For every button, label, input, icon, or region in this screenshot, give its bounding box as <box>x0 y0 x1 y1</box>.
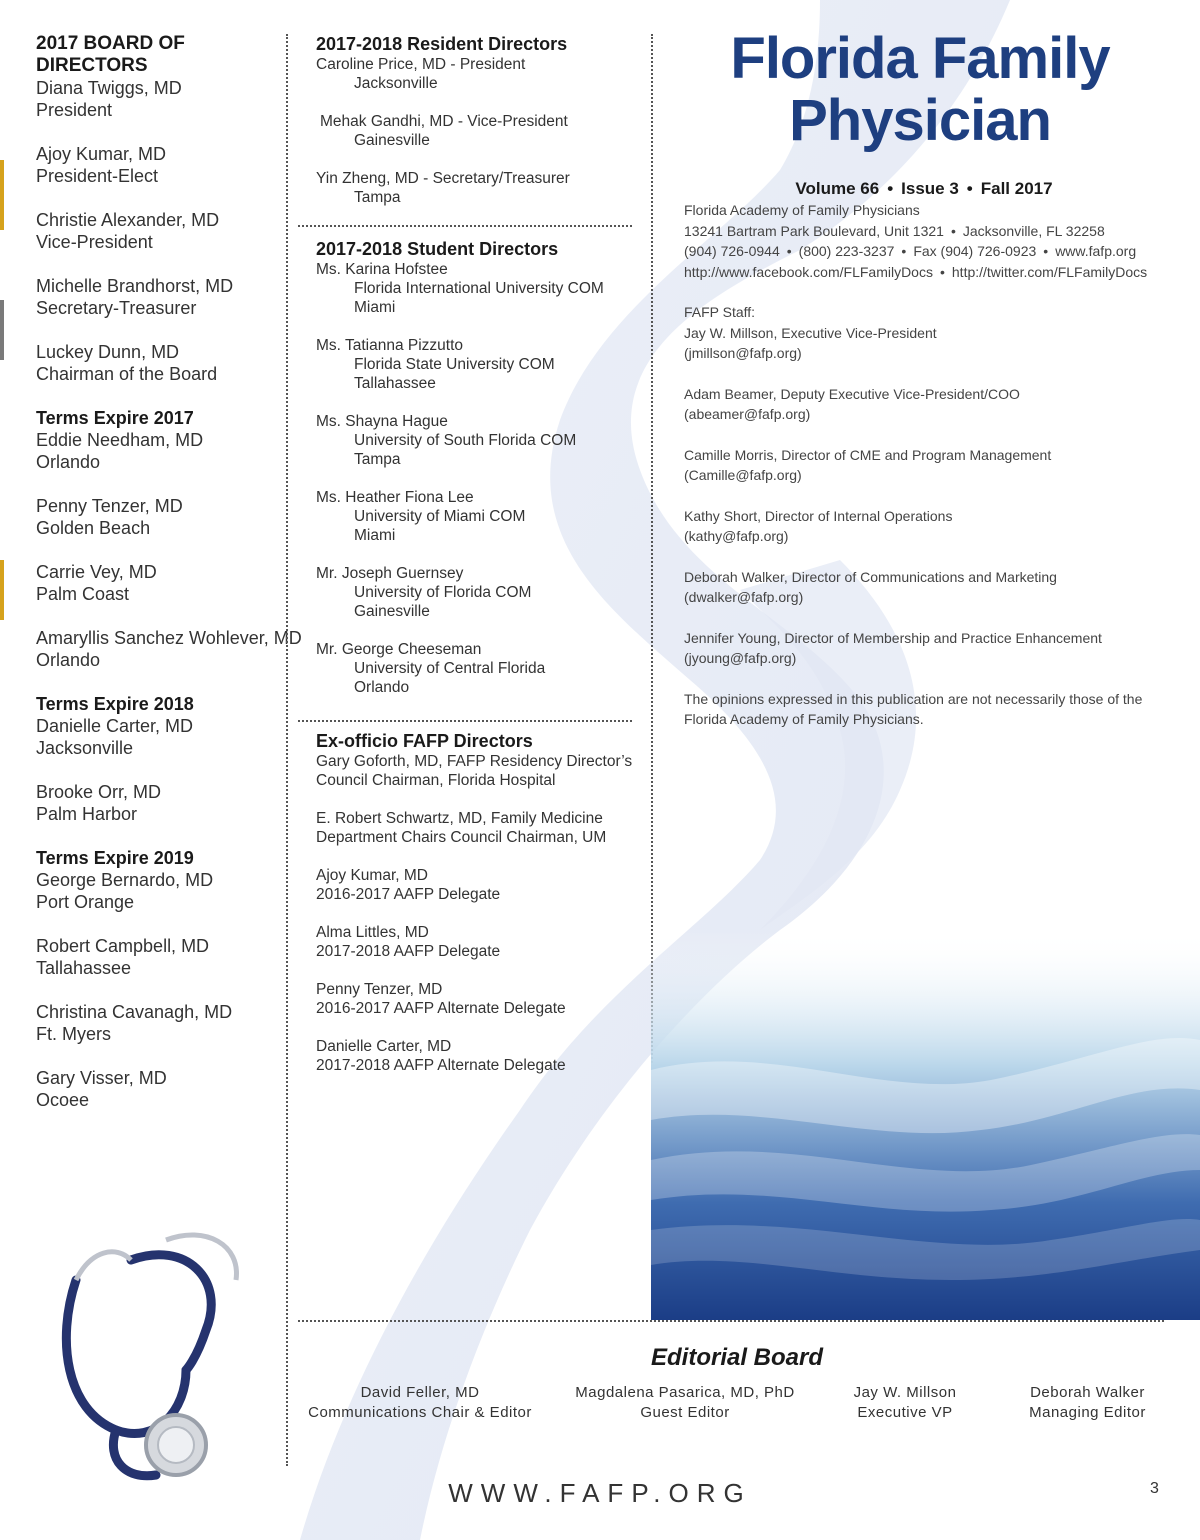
student-name: Ms. Heather Fiona Lee <box>316 489 474 506</box>
student-name: Mr. George Cheeseman <box>316 641 482 658</box>
staff-member <box>684 567 1184 608</box>
staff-email[interactable]: (Camille@fafp.org) <box>684 467 802 483</box>
member-name: Christina Cavanagh, MD <box>36 1002 233 1022</box>
resident-city: Tampa <box>354 189 401 206</box>
city-state: Jacksonville, FL 32258 <box>962 222 1105 239</box>
board-officer <box>36 143 280 187</box>
student-director <box>316 260 636 317</box>
resident-line: Mehak Gandhi, MD - Vice-President <box>320 113 568 130</box>
resident-director <box>316 112 636 150</box>
student-name: Ms. Karina Hofstee <box>316 261 448 278</box>
student-director <box>316 412 636 469</box>
editor-role: Guest Editor <box>640 1403 730 1421</box>
exofficio-director <box>316 752 636 790</box>
student-name: Ms. Shayna Hague <box>316 413 448 430</box>
bullet-separator: • <box>1043 243 1049 259</box>
phone: (800) 223-3237 <box>798 243 895 259</box>
exofficio-line: Penny Tenzer, MD <box>316 981 443 998</box>
bullet-separator: • <box>939 263 945 280</box>
staff-title: Adam Beamer, Deputy Executive Vice-President/COO <box>684 385 1020 402</box>
officer-role: Chairman of the Board <box>36 364 218 384</box>
member-name: Amaryllis Sanchez Wohlever, MD <box>36 628 302 648</box>
staff-email[interactable]: (kathy@fafp.org) <box>684 528 789 544</box>
editorial-member <box>300 1383 540 1422</box>
street-address: 13241 Bartram Park Boulevard, Unit 1321 <box>684 222 944 239</box>
editor-name: Deborah Walker <box>1030 1384 1145 1401</box>
staff-member <box>684 628 1184 669</box>
member-city: Port Orange <box>36 892 135 912</box>
resident-line: Yin Zheng, MD - Secretary/Treasurer <box>316 170 570 187</box>
edge-tab <box>0 160 4 230</box>
staff-email[interactable]: (jmillson@fafp.org) <box>684 345 802 361</box>
student-director <box>316 336 636 393</box>
exofficio-line: Department Chairs Council Chairman, UM <box>316 829 607 846</box>
terms-heading: Terms Expire 2018 <box>36 694 194 714</box>
page-number: 3 <box>1150 1480 1159 1497</box>
exofficio-line: Council Chairman, Florida Hospital <box>316 772 556 789</box>
exofficio-line: Alma Littles, MD <box>316 924 429 941</box>
disclaimer: Florida Academy of Family Physicians. <box>684 711 924 727</box>
board-member <box>36 869 280 913</box>
member-city: Palm Coast <box>36 584 130 604</box>
contact-line <box>684 241 1184 262</box>
student-school: Florida International University COM <box>354 280 604 297</box>
issue-number: Issue 3 <box>901 179 959 198</box>
social-line <box>684 262 1184 283</box>
exofficio-line: 2017-2018 AAFP Delegate <box>316 943 501 960</box>
member-city: Orlando <box>36 452 101 472</box>
board-member <box>36 627 302 671</box>
board-member <box>36 1001 280 1045</box>
member-name: George Bernardo, MD <box>36 870 214 890</box>
staff-member <box>684 384 1184 425</box>
editor-name: Magdalena Pasarica, MD, PhD <box>575 1384 795 1401</box>
editorial-member <box>1000 1383 1175 1422</box>
bullet-separator: • <box>966 179 973 198</box>
edge-tab <box>0 560 4 620</box>
member-city: Golden Beach <box>36 518 151 538</box>
board-member <box>36 935 280 979</box>
board-member <box>36 1067 280 1111</box>
disclaimer: The opinions expressed in this publication are not necessarily those of the <box>684 690 1143 707</box>
student-heading: 2017-2018 Student Directors <box>316 239 559 259</box>
editorial-board-title: Editorial Board <box>650 1344 824 1371</box>
member-name: Eddie Needham, MD <box>36 430 204 450</box>
member-city: Palm Harbor <box>36 804 138 824</box>
exofficio-director <box>316 980 636 1018</box>
magazine-title-line1: Florida Family <box>730 26 1110 91</box>
volume: Volume 66 <box>795 179 880 198</box>
column-divider <box>286 34 288 1466</box>
exofficio-line: 2017-2018 AAFP Alternate Delegate <box>316 1057 566 1074</box>
board-officer <box>36 209 280 253</box>
org-name: Florida Academy of Family Physicians <box>684 202 920 218</box>
staff-title: Kathy Short, Director of Internal Operations <box>684 507 953 524</box>
officer-role: Vice-President <box>36 232 153 252</box>
section-divider <box>298 1320 1164 1322</box>
board-member <box>36 429 280 473</box>
exofficio-line: 2016-2017 AAFP Alternate Delegate <box>316 1000 566 1017</box>
resident-line: Caroline Price, MD - President <box>316 56 526 73</box>
phone: (904) 726-0944 <box>684 243 780 259</box>
student-director <box>316 640 636 697</box>
masthead-column <box>684 178 1184 730</box>
facebook-link[interactable]: http://www.facebook.com/FLFamilyDocs <box>684 263 933 280</box>
officer-name: Luckey Dunn, MD <box>36 342 180 362</box>
staff-email[interactable]: (jyoung@fafp.org) <box>684 650 797 666</box>
board-member <box>36 781 280 825</box>
member-city: Jacksonville <box>36 738 134 758</box>
exofficio-director <box>316 866 636 904</box>
member-name: Carrie Vey, MD <box>36 562 157 582</box>
officer-role: President-Elect <box>36 166 159 186</box>
exofficio-director <box>316 1037 636 1075</box>
student-name: Ms. Tatianna Pizzutto <box>316 337 464 354</box>
board-officer <box>36 77 280 121</box>
resident-director <box>316 169 636 207</box>
exofficio-director <box>316 809 636 847</box>
staff-title: Jay W. Millson, Executive Vice-President <box>684 324 937 341</box>
issue-line <box>684 178 1164 200</box>
staff-title: Camille Morris, Director of CME and Program Management <box>684 446 1052 463</box>
student-school: Florida State University COM <box>354 356 555 373</box>
website-link[interactable]: www.fafp.org <box>1055 243 1137 259</box>
editor-role: Executive VP <box>857 1403 953 1421</box>
staff-heading: FAFP Staff: <box>684 304 756 320</box>
student-director <box>316 488 636 545</box>
board-member <box>36 561 280 605</box>
address-line <box>684 221 1184 242</box>
editorial-member <box>820 1383 990 1422</box>
exofficio-line: 2016-2017 AAFP Delegate <box>316 886 501 903</box>
student-city: Miami <box>354 299 396 316</box>
exofficio-line: Danielle Carter, MD <box>316 1038 452 1055</box>
twitter-link[interactable]: http://twitter.com/FLFamilyDocs <box>951 263 1148 280</box>
officer-name: Michelle Brandhorst, MD <box>36 276 234 296</box>
staff-email[interactable]: (dwalker@fafp.org) <box>684 589 804 605</box>
officer-name: Diana Twiggs, MD <box>36 78 182 98</box>
staff-member <box>684 445 1184 486</box>
student-director <box>316 564 636 621</box>
member-name: Danielle Carter, MD <box>36 716 194 736</box>
member-name: Gary Visser, MD <box>36 1068 167 1088</box>
officer-role: Secretary-Treasurer <box>36 298 197 318</box>
bullet-separator: • <box>901 243 907 259</box>
editor-role: Communications Chair & Editor <box>308 1403 532 1421</box>
editor-name: David Feller, MD <box>360 1384 480 1401</box>
student-city: Miami <box>354 527 396 544</box>
board-column <box>36 33 302 1133</box>
exofficio-line: Ajoy Kumar, MD <box>316 867 428 884</box>
resident-director <box>316 55 636 93</box>
magazine-title <box>660 28 1180 152</box>
board-officer <box>36 275 280 319</box>
staff-member <box>684 323 1184 364</box>
board-member <box>36 715 280 759</box>
resident-city: Jacksonville <box>354 75 438 92</box>
exofficio-director <box>316 923 636 961</box>
blue-wave-graphic <box>651 930 1200 1320</box>
staff-title: Deborah Walker, Director of Communications and Marketing <box>684 568 1057 585</box>
bullet-separator: • <box>887 179 894 198</box>
member-city: Ocoee <box>36 1090 90 1110</box>
directors-column <box>316 33 636 1094</box>
exofficio-heading: Ex-officio FAFP Directors <box>316 731 533 751</box>
fax: Fax (904) 726-0923 <box>913 243 1037 259</box>
student-school: University of South Florida COM <box>354 432 577 449</box>
terms-heading: Terms Expire 2019 <box>36 848 194 868</box>
student-city: Tampa <box>354 451 401 468</box>
exofficio-line: Gary Goforth, MD, FAFP Residency Director’s <box>316 753 633 770</box>
exofficio-line: E. Robert Schwartz, MD, Family Medicine <box>316 810 603 827</box>
board-officer <box>36 341 280 385</box>
member-name: Brooke Orr, MD <box>36 782 162 802</box>
officer-name: Ajoy Kumar, MD <box>36 144 167 164</box>
editor-role: Managing Editor <box>1029 1403 1146 1421</box>
member-city: Orlando <box>36 650 101 670</box>
footer-url[interactable]: WWW.FAFP.ORG <box>448 1478 752 1508</box>
editorial-member <box>570 1383 800 1422</box>
magazine-title-line2: Physician <box>789 88 1051 153</box>
student-city: Tallahassee <box>354 375 436 392</box>
staff-member <box>684 506 1184 547</box>
member-city: Tallahassee <box>36 958 132 978</box>
board-heading: 2017 BOARD OF DIRECTORS <box>36 33 185 76</box>
staff-title: Jennifer Young, Director of Membership and Practice Enhancement <box>684 629 1102 646</box>
editor-name: Jay W. Millson <box>853 1384 957 1401</box>
student-school: University of Central Florida <box>354 660 546 677</box>
student-city: Orlando <box>354 679 410 696</box>
bullet-separator: • <box>786 243 792 259</box>
resident-heading: 2017-2018 Resident Directors <box>316 34 568 54</box>
staff-email[interactable]: (abeamer@fafp.org) <box>684 406 811 422</box>
member-city: Ft. Myers <box>36 1024 111 1044</box>
officer-role: President <box>36 100 113 120</box>
stethoscope-image <box>36 1220 276 1500</box>
resident-city: Gainesville <box>354 132 430 149</box>
student-school: University of Miami COM <box>354 508 526 525</box>
season: Fall 2017 <box>980 179 1053 198</box>
student-name: Mr. Joseph Guernsey <box>316 565 464 582</box>
member-name: Robert Campbell, MD <box>36 936 210 956</box>
terms-heading: Terms Expire 2017 <box>36 408 194 428</box>
officer-name: Christie Alexander, MD <box>36 210 220 230</box>
edge-tab <box>0 300 4 360</box>
student-school: University of Florida COM <box>354 584 532 601</box>
student-city: Gainesville <box>354 603 430 620</box>
board-member <box>36 495 280 539</box>
bullet-separator: • <box>950 222 956 239</box>
member-name: Penny Tenzer, MD <box>36 496 183 516</box>
